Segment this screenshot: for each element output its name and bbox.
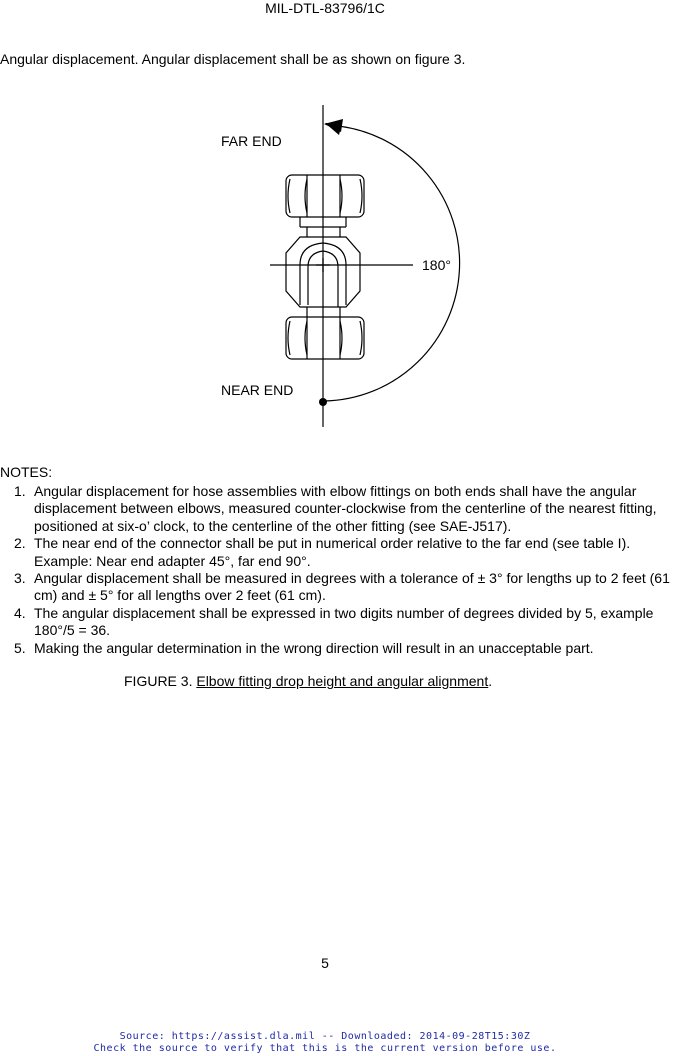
note-text: Making the angular determination in the wrong direction will result in an unacceptable part. bbox=[34, 639, 594, 656]
verify-line: Check the source to verify that this is the current version before use. bbox=[93, 1043, 557, 1054]
note-item bbox=[0, 535, 673, 570]
document-id: MIL-DTL-83796/1C bbox=[265, 0, 385, 16]
note-item bbox=[0, 570, 673, 605]
page-number: 5 bbox=[321, 955, 329, 971]
note-number: 1. bbox=[14, 483, 26, 499]
near-end-dot bbox=[319, 398, 327, 406]
near-end-nut bbox=[286, 307, 364, 359]
note-text: The near end of the connector shall be put in numerical order relative to the far end (see table I). Example: Near end adapter 45°, far end 90°. bbox=[34, 535, 631, 569]
caption-prefix: FIGURE 3. bbox=[124, 673, 197, 689]
note-number: 5. bbox=[14, 639, 26, 656]
notes-list bbox=[0, 483, 673, 657]
source-footer bbox=[0, 1031, 650, 1055]
angle-label: 180° bbox=[422, 257, 451, 273]
note-text: The angular displacement shall be expressed in two digits number of degrees divided by 5, example 180°/5 = 36. bbox=[34, 604, 654, 639]
notes-heading: NOTES: bbox=[0, 464, 53, 480]
note-item bbox=[0, 483, 673, 535]
note-number: 2. bbox=[14, 535, 26, 552]
caption-title: Elbow fitting drop height and angular alignment bbox=[196, 673, 489, 689]
note-text: Angular displacement shall be measured in degrees with a tolerance of ± 3° for lengths up to 2 feet (61 cm) and ± 5° for all lengths over 2 feet (61 cm). bbox=[34, 570, 670, 604]
intro-paragraph: Angular displacement. Angular displacement shall be as shown on figure 3. bbox=[0, 51, 466, 67]
caption-suffix: . bbox=[488, 673, 493, 689]
far-end-label: FAR END bbox=[221, 133, 282, 149]
far-end-nut bbox=[286, 175, 364, 237]
note-text: Angular displacement for hose assemblies with elbow fittings on both ends shall have the angular displacement between elbows, measured counter-clockwise from the centerline of the nearest fitting, positioned at six-o’ clock, to the centerline of the other fitting (see SAE-J517). bbox=[34, 483, 657, 534]
source-line: Source: https://assist.dla.mil -- Downloaded: 2014-09-28T15:30Z bbox=[119, 1031, 531, 1042]
figure-caption bbox=[124, 673, 492, 690]
note-number: 3. bbox=[14, 570, 26, 587]
note-item bbox=[0, 640, 673, 657]
angular-displacement-figure bbox=[200, 95, 500, 435]
note-item bbox=[0, 605, 673, 640]
note-number: 4. bbox=[14, 604, 26, 621]
near-end-label: NEAR END bbox=[221, 382, 294, 398]
center-mark bbox=[316, 258, 330, 272]
